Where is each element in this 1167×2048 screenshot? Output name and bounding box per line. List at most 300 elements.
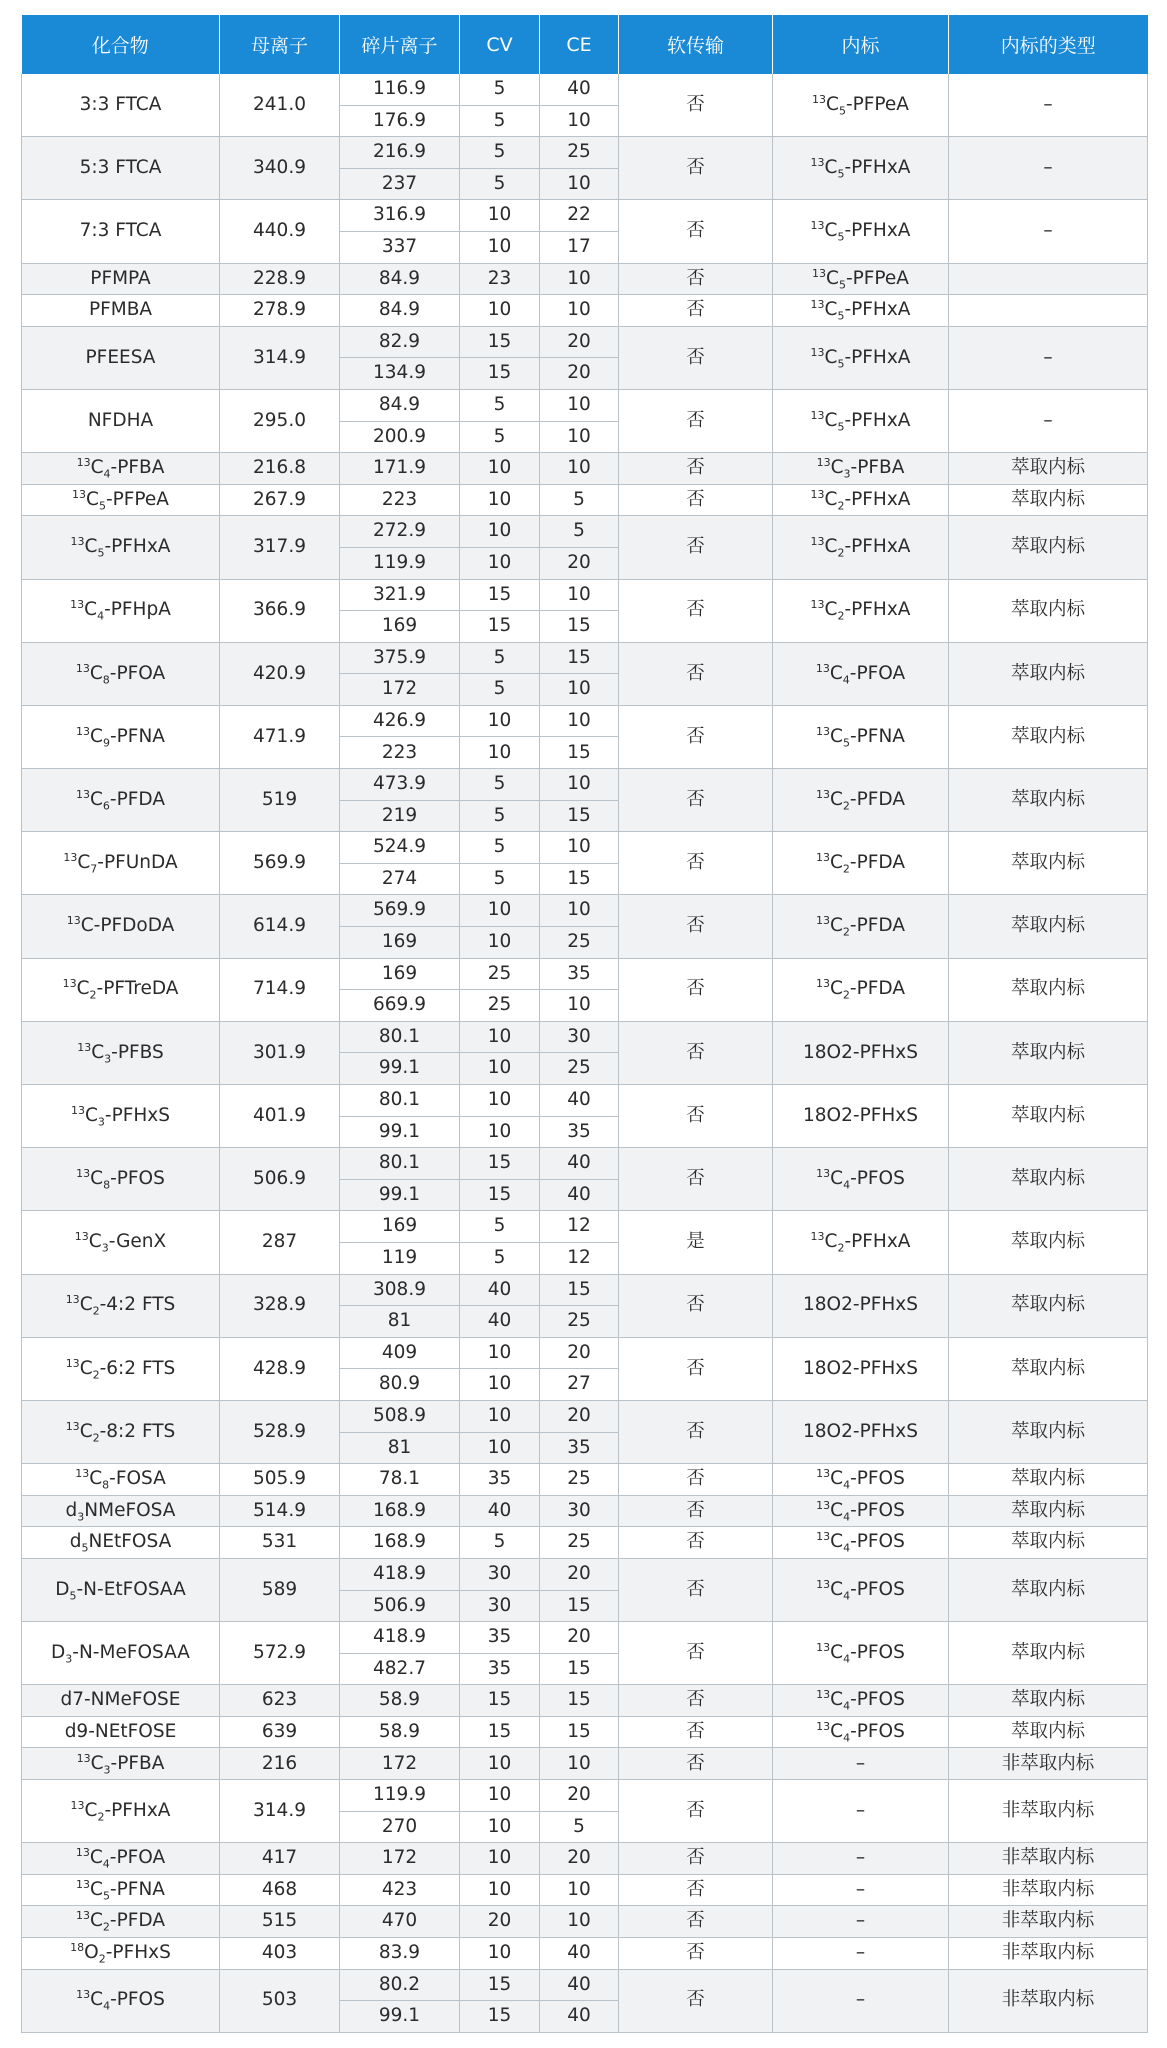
compound-cell: 3:3 FTCA bbox=[22, 74, 220, 137]
is-type-cell: – bbox=[949, 74, 1148, 137]
compound-cell: $^{18}O_2$-PFHxS bbox=[22, 1938, 220, 1970]
soft-transmission-cell: 否 bbox=[619, 1748, 773, 1780]
ce-cell: 10 bbox=[540, 705, 619, 737]
internal-standard-cell: $^{13}C_2$-PFDA bbox=[773, 832, 949, 895]
compound-cell: d7-NMeFOSE bbox=[22, 1685, 220, 1717]
fragment-ion-cell: 219 bbox=[340, 800, 460, 832]
is-type-cell: 非萃取内标 bbox=[949, 1906, 1148, 1938]
internal-standard-cell: $^{13}C_2$-PFDA bbox=[773, 895, 949, 958]
cv-cell: 10 bbox=[460, 1369, 540, 1401]
internal-standard-cell: 18O2-PFHxS bbox=[773, 1274, 949, 1337]
is-type-cell: 萃取内标 bbox=[949, 1274, 1148, 1337]
fragment-ion-cell: 172 bbox=[340, 1843, 460, 1875]
parent-ion-cell: 314.9 bbox=[220, 326, 340, 389]
table-row bbox=[22, 1622, 1148, 1654]
is-type-cell: 非萃取内标 bbox=[949, 1780, 1148, 1843]
ce-cell: 25 bbox=[540, 1527, 619, 1559]
parent-ion-cell: 420.9 bbox=[220, 642, 340, 705]
header-compound: 化合物 bbox=[22, 15, 220, 74]
ce-cell: 35 bbox=[540, 1116, 619, 1148]
cv-cell: 15 bbox=[460, 1969, 540, 2001]
ce-cell: 20 bbox=[540, 1337, 619, 1369]
internal-standard-cell: 18O2-PFHxS bbox=[773, 1021, 949, 1084]
compound-cell: $^{13}C_2-8:2$ FTS bbox=[22, 1400, 220, 1463]
cv-cell: 10 bbox=[460, 547, 540, 579]
table-row bbox=[22, 642, 1148, 674]
ce-cell: 5 bbox=[540, 1811, 619, 1843]
cv-cell: 10 bbox=[460, 295, 540, 327]
fragment-ion-cell: 423 bbox=[340, 1874, 460, 1906]
ce-cell: 15 bbox=[540, 1274, 619, 1306]
table-row bbox=[22, 1969, 1148, 2001]
ce-cell: 40 bbox=[540, 2001, 619, 2033]
parent-ion-cell: 503 bbox=[220, 1969, 340, 2032]
table-row bbox=[22, 295, 1148, 327]
parent-ion-cell: 267.9 bbox=[220, 484, 340, 516]
ce-cell: 12 bbox=[540, 1211, 619, 1243]
parent-ion-cell: 514.9 bbox=[220, 1495, 340, 1527]
parent-ion-cell: 328.9 bbox=[220, 1274, 340, 1337]
is-type-cell: 萃取内标 bbox=[949, 1021, 1148, 1084]
compound-cell: $^{13}C_6$-PFDA bbox=[22, 769, 220, 832]
cv-cell: 15 bbox=[460, 358, 540, 390]
table-row bbox=[22, 200, 1148, 232]
compound-cell: NFDHA bbox=[22, 389, 220, 452]
cv-cell: 40 bbox=[460, 1495, 540, 1527]
ms-parameters-table bbox=[21, 15, 1148, 2033]
parent-ion-cell: 506.9 bbox=[220, 1148, 340, 1211]
parent-ion-cell: 639 bbox=[220, 1716, 340, 1748]
cv-cell: 15 bbox=[460, 1716, 540, 1748]
soft-transmission-cell: 否 bbox=[619, 1085, 773, 1148]
fragment-ion-cell: 168.9 bbox=[340, 1527, 460, 1559]
internal-standard-cell: $^{13}C_5$-PFHxA bbox=[773, 200, 949, 263]
parent-ion-cell: 216 bbox=[220, 1748, 340, 1780]
parent-ion-cell: 403 bbox=[220, 1938, 340, 1970]
fragment-ion-cell: 274 bbox=[340, 863, 460, 895]
ce-cell: 25 bbox=[540, 927, 619, 959]
table-row bbox=[22, 769, 1148, 801]
soft-transmission-cell: 否 bbox=[619, 642, 773, 705]
compound-cell: $^{13}C_3$-GenX bbox=[22, 1211, 220, 1274]
fragment-ion-cell: 80.2 bbox=[340, 1969, 460, 2001]
ce-cell: 30 bbox=[540, 1495, 619, 1527]
parent-ion-cell: 468 bbox=[220, 1874, 340, 1906]
soft-transmission-cell: 是 bbox=[619, 1211, 773, 1274]
internal-standard-cell: $^{13}C_2$-PFHxA bbox=[773, 1211, 949, 1274]
fragment-ion-cell: 418.9 bbox=[340, 1558, 460, 1590]
cv-cell: 10 bbox=[460, 1085, 540, 1117]
cv-cell: 10 bbox=[460, 516, 540, 548]
soft-transmission-cell: 否 bbox=[619, 895, 773, 958]
cv-cell: 5 bbox=[460, 389, 540, 421]
table-row bbox=[22, 1558, 1148, 1590]
is-type-cell: 萃取内标 bbox=[949, 1558, 1148, 1621]
soft-transmission-cell: 否 bbox=[619, 1400, 773, 1463]
fragment-ion-cell: 169 bbox=[340, 958, 460, 990]
cv-cell: 40 bbox=[460, 1306, 540, 1338]
ce-cell: 15 bbox=[540, 642, 619, 674]
cv-cell: 10 bbox=[460, 1780, 540, 1812]
header-internal-standard: 内标 bbox=[773, 15, 949, 74]
soft-transmission-cell: 否 bbox=[619, 1622, 773, 1685]
fragment-ion-cell: 223 bbox=[340, 484, 460, 516]
internal-standard-cell: $^{13}C_4$-PFOS bbox=[773, 1716, 949, 1748]
soft-transmission-cell: 否 bbox=[619, 1527, 773, 1559]
is-type-cell bbox=[949, 295, 1148, 327]
cv-cell: 15 bbox=[460, 579, 540, 611]
parent-ion-cell: 589 bbox=[220, 1558, 340, 1621]
cv-cell: 10 bbox=[460, 484, 540, 516]
internal-standard-cell: $^{13}C_4$-PFOS bbox=[773, 1527, 949, 1559]
cv-cell: 15 bbox=[460, 2001, 540, 2033]
soft-transmission-cell: 否 bbox=[619, 579, 773, 642]
cv-cell: 5 bbox=[460, 74, 540, 105]
soft-transmission-cell: 否 bbox=[619, 453, 773, 485]
ce-cell: 20 bbox=[540, 1843, 619, 1875]
table-row bbox=[22, 832, 1148, 864]
table-row bbox=[22, 484, 1148, 516]
internal-standard-cell: $^{13}C_5$-PFPeA bbox=[773, 263, 949, 295]
is-type-cell: 萃取内标 bbox=[949, 1337, 1148, 1400]
compound-cell: $^{13}C_7$-PFUnDA bbox=[22, 832, 220, 895]
fragment-ion-cell: 84.9 bbox=[340, 263, 460, 295]
is-type-cell: 萃取内标 bbox=[949, 1211, 1148, 1274]
table-row bbox=[22, 453, 1148, 485]
ce-cell: 17 bbox=[540, 231, 619, 263]
is-type-cell: 萃取内标 bbox=[949, 1527, 1148, 1559]
ce-cell: 15 bbox=[540, 1590, 619, 1622]
is-type-cell: 萃取内标 bbox=[949, 958, 1148, 1021]
is-type-cell: 非萃取内标 bbox=[949, 1938, 1148, 1970]
compound-cell: $^{13}C_3$-PFBA bbox=[22, 1748, 220, 1780]
compound-cell: $^{13}C_4$-PFOA bbox=[22, 1843, 220, 1875]
ce-cell: 20 bbox=[540, 547, 619, 579]
ce-cell: 20 bbox=[540, 1400, 619, 1432]
table-body bbox=[22, 74, 1148, 2032]
is-type-cell: 萃取内标 bbox=[949, 579, 1148, 642]
cv-cell: 5 bbox=[460, 674, 540, 706]
compound-cell: $^{13}C_8$-FOSA bbox=[22, 1464, 220, 1496]
is-type-cell: 萃取内标 bbox=[949, 1495, 1148, 1527]
ce-cell: 10 bbox=[540, 990, 619, 1022]
cv-cell: 10 bbox=[460, 1021, 540, 1053]
fragment-ion-cell: 223 bbox=[340, 737, 460, 769]
ce-cell: 10 bbox=[540, 1748, 619, 1780]
table-row bbox=[22, 895, 1148, 927]
internal-standard-cell: – bbox=[773, 1748, 949, 1780]
cv-cell: 5 bbox=[460, 105, 540, 137]
compound-cell: $^{13}C_4$-PFBA bbox=[22, 453, 220, 485]
ce-cell: 25 bbox=[540, 1053, 619, 1085]
compound-cell: $^{13}C_9$-PFNA bbox=[22, 705, 220, 768]
cv-cell: 10 bbox=[460, 705, 540, 737]
cv-cell: 15 bbox=[460, 1148, 540, 1180]
ce-cell: 30 bbox=[540, 1021, 619, 1053]
fragment-ion-cell: 119.9 bbox=[340, 1780, 460, 1812]
ce-cell: 40 bbox=[540, 1969, 619, 2001]
fragment-ion-cell: 99.1 bbox=[340, 2001, 460, 2033]
parent-ion-cell: 241.0 bbox=[220, 74, 340, 137]
cv-cell: 30 bbox=[460, 1558, 540, 1590]
table-row bbox=[22, 1874, 1148, 1906]
soft-transmission-cell: 否 bbox=[619, 1558, 773, 1621]
soft-transmission-cell: 否 bbox=[619, 705, 773, 768]
cv-cell: 15 bbox=[460, 1685, 540, 1717]
table-row bbox=[22, 326, 1148, 358]
table-row bbox=[22, 1148, 1148, 1180]
fragment-ion-cell: 171.9 bbox=[340, 453, 460, 485]
cv-cell: 5 bbox=[460, 642, 540, 674]
compound-cell: $^{13}C_8$-PFOS bbox=[22, 1148, 220, 1211]
fragment-ion-cell: 237 bbox=[340, 168, 460, 200]
cv-cell: 5 bbox=[460, 800, 540, 832]
parent-ion-cell: 714.9 bbox=[220, 958, 340, 1021]
ce-cell: 35 bbox=[540, 958, 619, 990]
parent-ion-cell: 440.9 bbox=[220, 200, 340, 263]
cv-cell: 10 bbox=[460, 1400, 540, 1432]
ce-cell: 5 bbox=[540, 516, 619, 548]
is-type-cell: 萃取内标 bbox=[949, 895, 1148, 958]
is-type-cell: 萃取内标 bbox=[949, 1085, 1148, 1148]
table-row bbox=[22, 705, 1148, 737]
ce-cell: 15 bbox=[540, 1716, 619, 1748]
parent-ion-cell: 531 bbox=[220, 1527, 340, 1559]
parent-ion-cell: 623 bbox=[220, 1685, 340, 1717]
parent-ion-cell: 428.9 bbox=[220, 1337, 340, 1400]
cv-cell: 30 bbox=[460, 1590, 540, 1622]
cv-cell: 15 bbox=[460, 1179, 540, 1211]
internal-standard-cell: 18O2-PFHxS bbox=[773, 1400, 949, 1463]
ce-cell: 40 bbox=[540, 1085, 619, 1117]
fragment-ion-cell: 569.9 bbox=[340, 895, 460, 927]
parent-ion-cell: 295.0 bbox=[220, 389, 340, 452]
internal-standard-cell: $^{13}C_2$-PFHxA bbox=[773, 484, 949, 516]
is-type-cell: 萃取内标 bbox=[949, 453, 1148, 485]
table-row bbox=[22, 1906, 1148, 1938]
is-type-cell: – bbox=[949, 326, 1148, 389]
is-type-cell bbox=[949, 263, 1148, 295]
cv-cell: 5 bbox=[460, 832, 540, 864]
cv-cell: 10 bbox=[460, 895, 540, 927]
internal-standard-cell: $^{13}C_2$-PFHxA bbox=[773, 516, 949, 579]
ce-cell: 40 bbox=[540, 1179, 619, 1211]
fragment-ion-cell: 81 bbox=[340, 1306, 460, 1338]
fragment-ion-cell: 84.9 bbox=[340, 295, 460, 327]
ce-cell: 10 bbox=[540, 295, 619, 327]
is-type-cell: 萃取内标 bbox=[949, 1622, 1148, 1685]
ce-cell: 10 bbox=[540, 1906, 619, 1938]
ce-cell: 10 bbox=[540, 769, 619, 801]
parent-ion-cell: 314.9 bbox=[220, 1780, 340, 1843]
compound-cell: $^{13}C_5$-PFNA bbox=[22, 1874, 220, 1906]
fragment-ion-cell: 84.9 bbox=[340, 389, 460, 421]
fragment-ion-cell: 83.9 bbox=[340, 1938, 460, 1970]
cv-cell: 20 bbox=[460, 1906, 540, 1938]
table-row bbox=[22, 1780, 1148, 1812]
fragment-ion-cell: 99.1 bbox=[340, 1053, 460, 1085]
cv-cell: 5 bbox=[460, 1527, 540, 1559]
is-type-cell: 萃取内标 bbox=[949, 769, 1148, 832]
soft-transmission-cell: 否 bbox=[619, 326, 773, 389]
table-row bbox=[22, 263, 1148, 295]
fragment-ion-cell: 99.1 bbox=[340, 1179, 460, 1211]
ce-cell: 27 bbox=[540, 1369, 619, 1401]
table-row bbox=[22, 1337, 1148, 1369]
table-row bbox=[22, 1843, 1148, 1875]
is-type-cell: – bbox=[949, 389, 1148, 452]
internal-standard-cell: $^{13}C_4$-PFOS bbox=[773, 1558, 949, 1621]
parent-ion-cell: 278.9 bbox=[220, 295, 340, 327]
soft-transmission-cell: 否 bbox=[619, 1274, 773, 1337]
is-type-cell: – bbox=[949, 137, 1148, 200]
is-type-cell: 萃取内标 bbox=[949, 1716, 1148, 1748]
compound-cell: $^{13}C_2-4:2$ FTS bbox=[22, 1274, 220, 1337]
table-row bbox=[22, 1685, 1148, 1717]
fragment-ion-cell: 169 bbox=[340, 927, 460, 959]
ce-cell: 10 bbox=[540, 421, 619, 453]
soft-transmission-cell: 否 bbox=[619, 1874, 773, 1906]
fragment-ion-cell: 524.9 bbox=[340, 832, 460, 864]
parent-ion-cell: 401.9 bbox=[220, 1085, 340, 1148]
ce-cell: 10 bbox=[540, 263, 619, 295]
ce-cell: 15 bbox=[540, 863, 619, 895]
cv-cell: 23 bbox=[460, 263, 540, 295]
ce-cell: 20 bbox=[540, 1622, 619, 1654]
is-type-cell: 非萃取内标 bbox=[949, 1843, 1148, 1875]
internal-standard-cell: 18O2-PFHxS bbox=[773, 1085, 949, 1148]
is-type-cell: 萃取内标 bbox=[949, 1400, 1148, 1463]
soft-transmission-cell: 否 bbox=[619, 1464, 773, 1496]
ce-cell: 40 bbox=[540, 1938, 619, 1970]
internal-standard-cell: – bbox=[773, 1906, 949, 1938]
internal-standard-cell: $^{13}C_4$-PFOA bbox=[773, 642, 949, 705]
soft-transmission-cell: 否 bbox=[619, 958, 773, 1021]
soft-transmission-cell: 否 bbox=[619, 1843, 773, 1875]
compound-cell: $^{13}C_2$-PFHxA bbox=[22, 1780, 220, 1843]
fragment-ion-cell: 80.9 bbox=[340, 1369, 460, 1401]
compound-cell: $D_3-N$-MeFOSAA bbox=[22, 1622, 220, 1685]
soft-transmission-cell: 否 bbox=[619, 295, 773, 327]
soft-transmission-cell: 否 bbox=[619, 832, 773, 895]
internal-standard-cell: $^{13}C_4$-PFOS bbox=[773, 1464, 949, 1496]
cv-cell: 5 bbox=[460, 863, 540, 895]
table-row bbox=[22, 516, 1148, 548]
fragment-ion-cell: 80.1 bbox=[340, 1021, 460, 1053]
soft-transmission-cell: 否 bbox=[619, 263, 773, 295]
soft-transmission-cell: 否 bbox=[619, 389, 773, 452]
compound-cell: 7:3 FTCA bbox=[22, 200, 220, 263]
table-row bbox=[22, 1748, 1148, 1780]
compound-cell: $^{13}C_2$-PFDA bbox=[22, 1906, 220, 1938]
compound-cell: $d_5NEtFOSA$ bbox=[22, 1527, 220, 1559]
table-row bbox=[22, 389, 1148, 421]
compound-cell: $d_3NMeFOSA$ bbox=[22, 1495, 220, 1527]
cv-cell: 10 bbox=[460, 1432, 540, 1464]
soft-transmission-cell: 否 bbox=[619, 1021, 773, 1084]
ce-cell: 22 bbox=[540, 200, 619, 232]
ce-cell: 20 bbox=[540, 1780, 619, 1812]
fragment-ion-cell: 116.9 bbox=[340, 74, 460, 105]
table-row bbox=[22, 1938, 1148, 1970]
ce-cell: 15 bbox=[540, 800, 619, 832]
soft-transmission-cell: 否 bbox=[619, 1337, 773, 1400]
header-cv: CV bbox=[460, 15, 540, 74]
fragment-ion-cell: 321.9 bbox=[340, 579, 460, 611]
ce-cell: 15 bbox=[540, 1653, 619, 1685]
is-type-cell: 非萃取内标 bbox=[949, 1969, 1148, 2032]
parent-ion-cell: 301.9 bbox=[220, 1021, 340, 1084]
table-row bbox=[22, 1085, 1148, 1117]
ce-cell: 20 bbox=[540, 326, 619, 358]
internal-standard-cell: – bbox=[773, 1780, 949, 1843]
internal-standard-cell: $^{13}C_4$-PFOS bbox=[773, 1148, 949, 1211]
fragment-ion-cell: 216.9 bbox=[340, 137, 460, 169]
cv-cell: 35 bbox=[460, 1653, 540, 1685]
table-row bbox=[22, 1527, 1148, 1559]
ce-cell: 40 bbox=[540, 1148, 619, 1180]
parent-ion-cell: 417 bbox=[220, 1843, 340, 1875]
parent-ion-cell: 471.9 bbox=[220, 705, 340, 768]
fragment-ion-cell: 316.9 bbox=[340, 200, 460, 232]
ce-cell: 25 bbox=[540, 1464, 619, 1496]
cv-cell: 10 bbox=[460, 737, 540, 769]
cv-cell: 10 bbox=[460, 1053, 540, 1085]
internal-standard-cell: $^{13}C_5$-PFHxA bbox=[773, 137, 949, 200]
cv-cell: 25 bbox=[460, 990, 540, 1022]
fragment-ion-cell: 473.9 bbox=[340, 769, 460, 801]
compound-cell: $^{13}$C-PFDoDA bbox=[22, 895, 220, 958]
internal-standard-cell: – bbox=[773, 1938, 949, 1970]
internal-standard-cell: $^{13}C_3$-PFBA bbox=[773, 453, 949, 485]
soft-transmission-cell: 否 bbox=[619, 516, 773, 579]
fragment-ion-cell: 80.1 bbox=[340, 1085, 460, 1117]
cv-cell: 10 bbox=[460, 1874, 540, 1906]
cv-cell: 10 bbox=[460, 1938, 540, 1970]
compound-cell: $^{13}C_8$-PFOA bbox=[22, 642, 220, 705]
is-type-cell: 非萃取内标 bbox=[949, 1874, 1148, 1906]
ce-cell: 10 bbox=[540, 895, 619, 927]
parent-ion-cell: 317.9 bbox=[220, 516, 340, 579]
cv-cell: 10 bbox=[460, 1843, 540, 1875]
compound-cell: d9-NEtFOSE bbox=[22, 1716, 220, 1748]
ce-cell: 15 bbox=[540, 1685, 619, 1717]
fragment-ion-cell: 99.1 bbox=[340, 1116, 460, 1148]
fragment-ion-cell: 82.9 bbox=[340, 326, 460, 358]
compound-cell: $^{13}C_5$-PFHxA bbox=[22, 516, 220, 579]
internal-standard-cell: $^{13}C_5$-PFNA bbox=[773, 705, 949, 768]
ce-cell: 35 bbox=[540, 1432, 619, 1464]
internal-standard-cell: $^{13}C_2$-PFDA bbox=[773, 958, 949, 1021]
internal-standard-cell: – bbox=[773, 1969, 949, 2032]
is-type-cell: 萃取内标 bbox=[949, 642, 1148, 705]
table-row bbox=[22, 579, 1148, 611]
ce-cell: 40 bbox=[540, 74, 619, 105]
cv-cell: 25 bbox=[460, 958, 540, 990]
header-ce: CE bbox=[540, 15, 619, 74]
fragment-ion-cell: 119.9 bbox=[340, 547, 460, 579]
soft-transmission-cell: 否 bbox=[619, 200, 773, 263]
parent-ion-cell: 572.9 bbox=[220, 1622, 340, 1685]
fragment-ion-cell: 470 bbox=[340, 1906, 460, 1938]
cv-cell: 5 bbox=[460, 421, 540, 453]
is-type-cell: 萃取内标 bbox=[949, 484, 1148, 516]
internal-standard-cell: $^{13}C_5$-PFPeA bbox=[773, 74, 949, 137]
fragment-ion-cell: 134.9 bbox=[340, 358, 460, 390]
parent-ion-cell: 519 bbox=[220, 769, 340, 832]
table-row bbox=[22, 137, 1148, 169]
cv-cell: 5 bbox=[460, 1211, 540, 1243]
